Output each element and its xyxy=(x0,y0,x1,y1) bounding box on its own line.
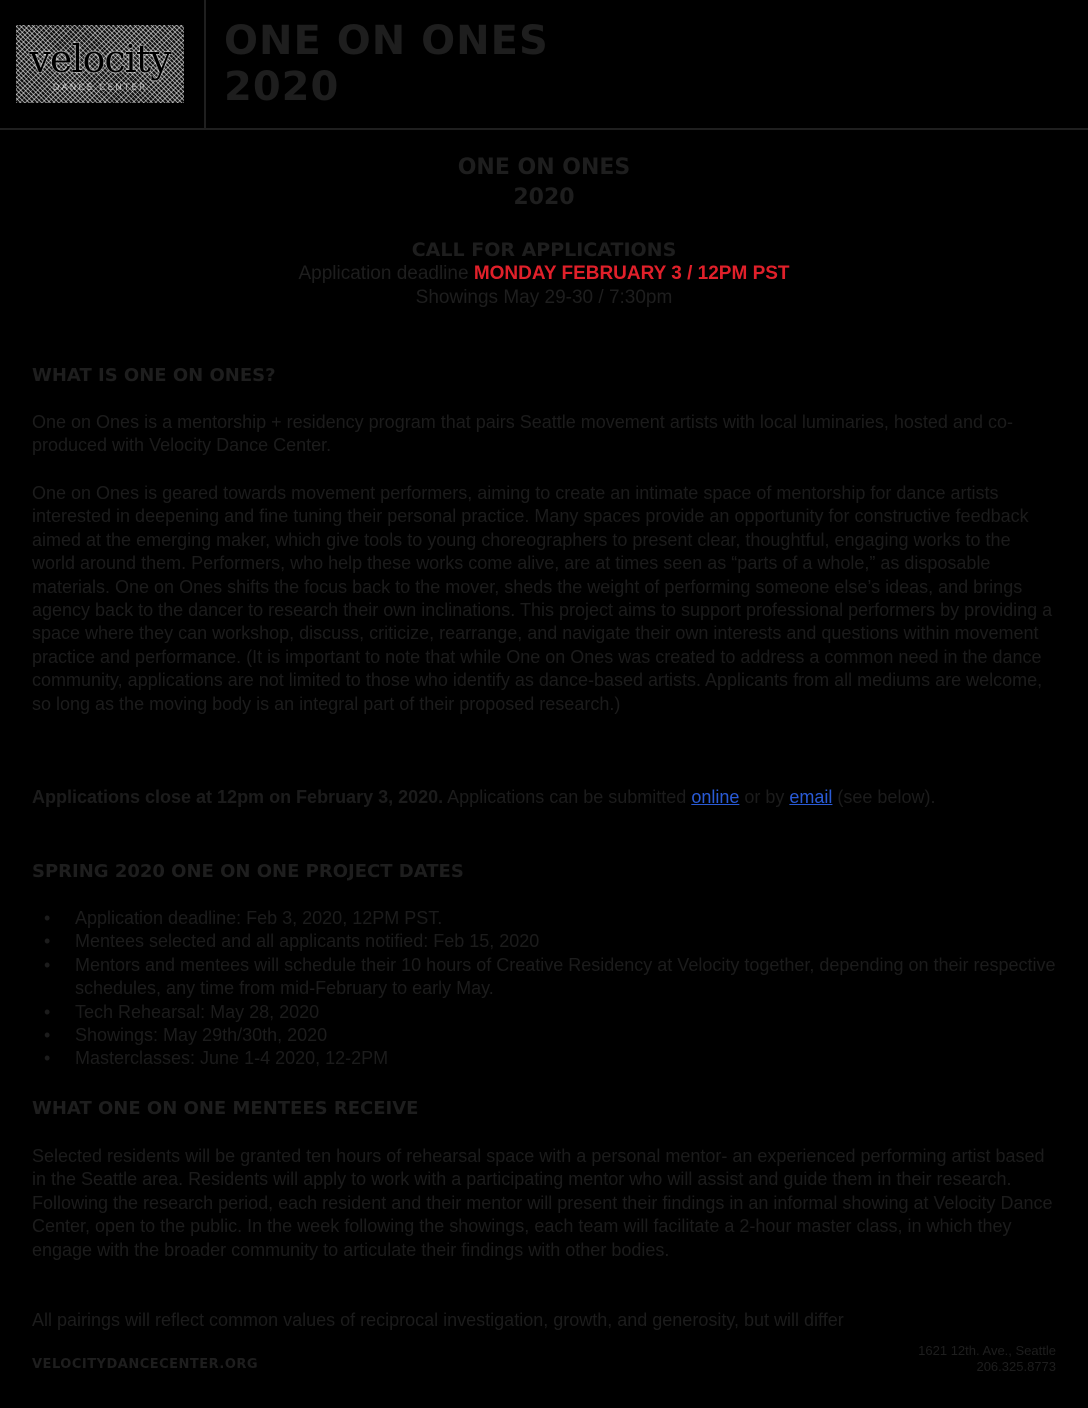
call-block xyxy=(0,238,1088,310)
call-for-applications: CALL FOR APPLICATIONS xyxy=(411,239,677,261)
list-item: • Masterclasses: June 1-4 2020, 12-2PM xyxy=(32,1047,1058,1070)
receive-para1: Selected residents will be granted ten hours of rehearsal space with a personal mentor- an experienced performing artist based in the Seattle area. Residents will apply to work with a participating mentor who will assist and guide them in their research. Following the research period, each resident and their mentor will present their findings in an informal showing at Velocity Dance Center, open to the public. In the week following the showings, each team will facilitate a 2-hour master class, in which they engage with the broader community to articulate their findings with other bodies. xyxy=(32,1146,1053,1260)
online-link[interactable]: online xyxy=(691,787,740,807)
footer-phone: 206.325.8773 xyxy=(976,1359,1056,1374)
deadline-value: MONDAY FEBRUARY 3 / 12PM PST xyxy=(473,263,790,284)
close-bold: Applications close at 12pm on February 3, 2020. xyxy=(32,787,444,807)
intro-title-line2: 2020 xyxy=(513,185,575,210)
email-link[interactable]: email xyxy=(789,787,833,807)
header-title xyxy=(224,18,549,110)
close-text3: (see below). xyxy=(832,787,936,807)
list-item: • Tech Rehearsal: May 28, 2020 xyxy=(32,1001,1058,1024)
header-title-line1: ONE ON ONES xyxy=(224,18,549,64)
dates-list xyxy=(32,907,1058,1071)
footer-contact xyxy=(918,1343,1056,1375)
receive-para2: All pairings will reflect common values of reciprocal investigation, growth, and generosity, but will differ xyxy=(32,1310,844,1330)
what-is-heading: WHAT IS ONE ON ONES? xyxy=(32,365,276,386)
footer-address: 1621 12th. Ave., Seattle xyxy=(918,1343,1056,1358)
footer-website: VELOCITYDANCECENTER.ORG xyxy=(32,1357,259,1372)
receive-heading: WHAT ONE ON ONE MENTEES RECEIVE xyxy=(32,1098,419,1119)
dates-heading: SPRING 2020 ONE ON ONE PROJECT DATES xyxy=(32,861,464,882)
intro-block xyxy=(0,153,1088,213)
list-item: • Mentees selected and all applicants notified: Feb 15, 2020 xyxy=(32,930,1058,953)
list-item: • Showings: May 29th/30th, 2020 xyxy=(32,1024,1058,1047)
what-is-para1: One on Ones is a mentorship + residency program that pairs Seattle movement artists with local luminaries, hosted and co-produced with Velocity Dance Center. xyxy=(32,412,1013,456)
velocity-logo xyxy=(16,25,184,103)
applications-close xyxy=(32,786,1058,809)
list-item: • Mentors and mentees will schedule their 10 hours of Creative Residency at Velocity together, depending on their respective schedules, any time from mid-February to early May. xyxy=(32,954,1058,1001)
what-is-para2: One on Ones is geared towards movement performers, aiming to create an intimate space of mentorship for dance artists interested in deepening and fine tuning their personal practice. Many spaces provide an opportunity for constructive feedback aimed at the emerging maker, which give tools to young choreographers to present clear, thoughtful, engaging works to the world around them. Performers, who help these works come alive, are at times seen as “parts of a whole,” as disposable materials. One on Ones shifts the focus back to the mover, sheds the weight of performing someone else’s ideas, and brings agency back to the dancer to research their own inclinations. This project aims to support professional performers by providing a space where they can workshop, discuss, criticize, rearrange, and navigate their own interests and questions within movement practice and performance. (It is important to note that while One on Ones was created to address a common need in the dance community, applications are not limited to those who identify as dance-based artists. Applicants from all mediums are welcome, so long as the moving body is an integral part of their proposed research.) xyxy=(32,483,1053,714)
showings-line: Showings May 29-30 / 7:30pm xyxy=(415,287,673,308)
intro-title-line1: ONE ON ONES xyxy=(457,155,631,180)
logo-wordmark: velocity xyxy=(29,37,171,81)
logo-subtitle: DANCE CENTER xyxy=(52,83,148,93)
deadline-label: Application deadline xyxy=(298,263,474,284)
header-divider xyxy=(204,0,206,128)
close-text2: or by xyxy=(739,787,790,807)
list-item: • Application deadline: Feb 3, 2020, 12PM PST. xyxy=(32,907,1058,930)
page-header xyxy=(0,0,1088,130)
header-title-line2: 2020 xyxy=(224,64,340,110)
deadline-line xyxy=(0,262,1088,286)
close-text1: Applications can be submitted xyxy=(443,787,692,807)
